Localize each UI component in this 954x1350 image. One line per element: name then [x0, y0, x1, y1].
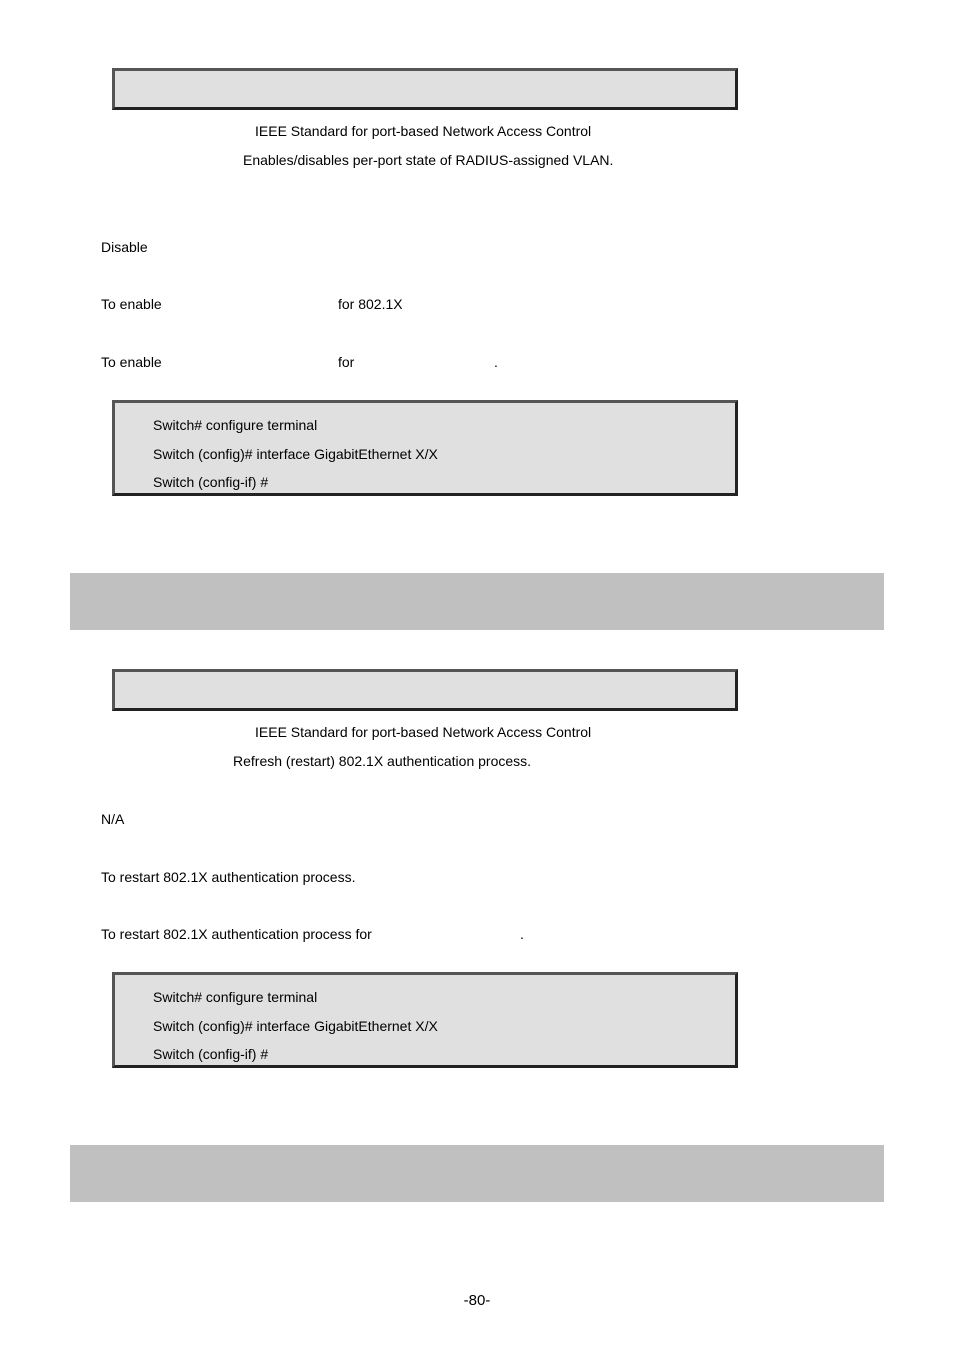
- usage-2-prefix: To enable: [101, 354, 162, 370]
- usage-3-text: To restart 802.1X authentication process.: [101, 869, 356, 885]
- standard-text-1: IEEE Standard for port-based Network Access Control: [255, 123, 592, 139]
- default-text-1: Disable: [101, 239, 148, 255]
- default-text-2: N/A: [101, 811, 125, 827]
- code-line: Switch (config-if) #: [153, 474, 269, 490]
- command-syntax-box-2: [112, 669, 738, 711]
- code-example-box-1: [112, 400, 738, 496]
- command-syntax-box-1: [112, 68, 738, 110]
- code-line: Switch# configure terminal: [153, 989, 318, 1005]
- code-line: Switch (config-if) #: [153, 1046, 269, 1062]
- section-header-bar-1: [70, 573, 884, 630]
- code-line: Switch (config)# interface GigabitEthernet X/X: [153, 1018, 438, 1034]
- section-header-bar-2: [70, 1145, 884, 1202]
- usage-4-end: .: [520, 926, 524, 942]
- usage-1-suffix: for 802.1X: [338, 296, 403, 312]
- usage-2-mid: for: [338, 354, 355, 370]
- description-text-2: Refresh (restart) 802.1X authentication process.: [233, 753, 532, 769]
- code-line: Switch# configure terminal: [153, 417, 318, 433]
- description-text-1: Enables/disables per-port state of RADIUS-assigned VLAN.: [243, 152, 614, 168]
- usage-4-prefix: To restart 802.1X authentication process for: [101, 926, 372, 942]
- usage-1-prefix: To enable: [101, 296, 162, 312]
- code-line: Switch (config)# interface GigabitEthernet X/X: [153, 446, 438, 462]
- usage-2-end: .: [494, 354, 498, 370]
- standard-text-2: IEEE Standard for port-based Network Access Control: [255, 724, 592, 740]
- page-number: -80-: [463, 1292, 491, 1309]
- code-example-box-2: [112, 972, 738, 1068]
